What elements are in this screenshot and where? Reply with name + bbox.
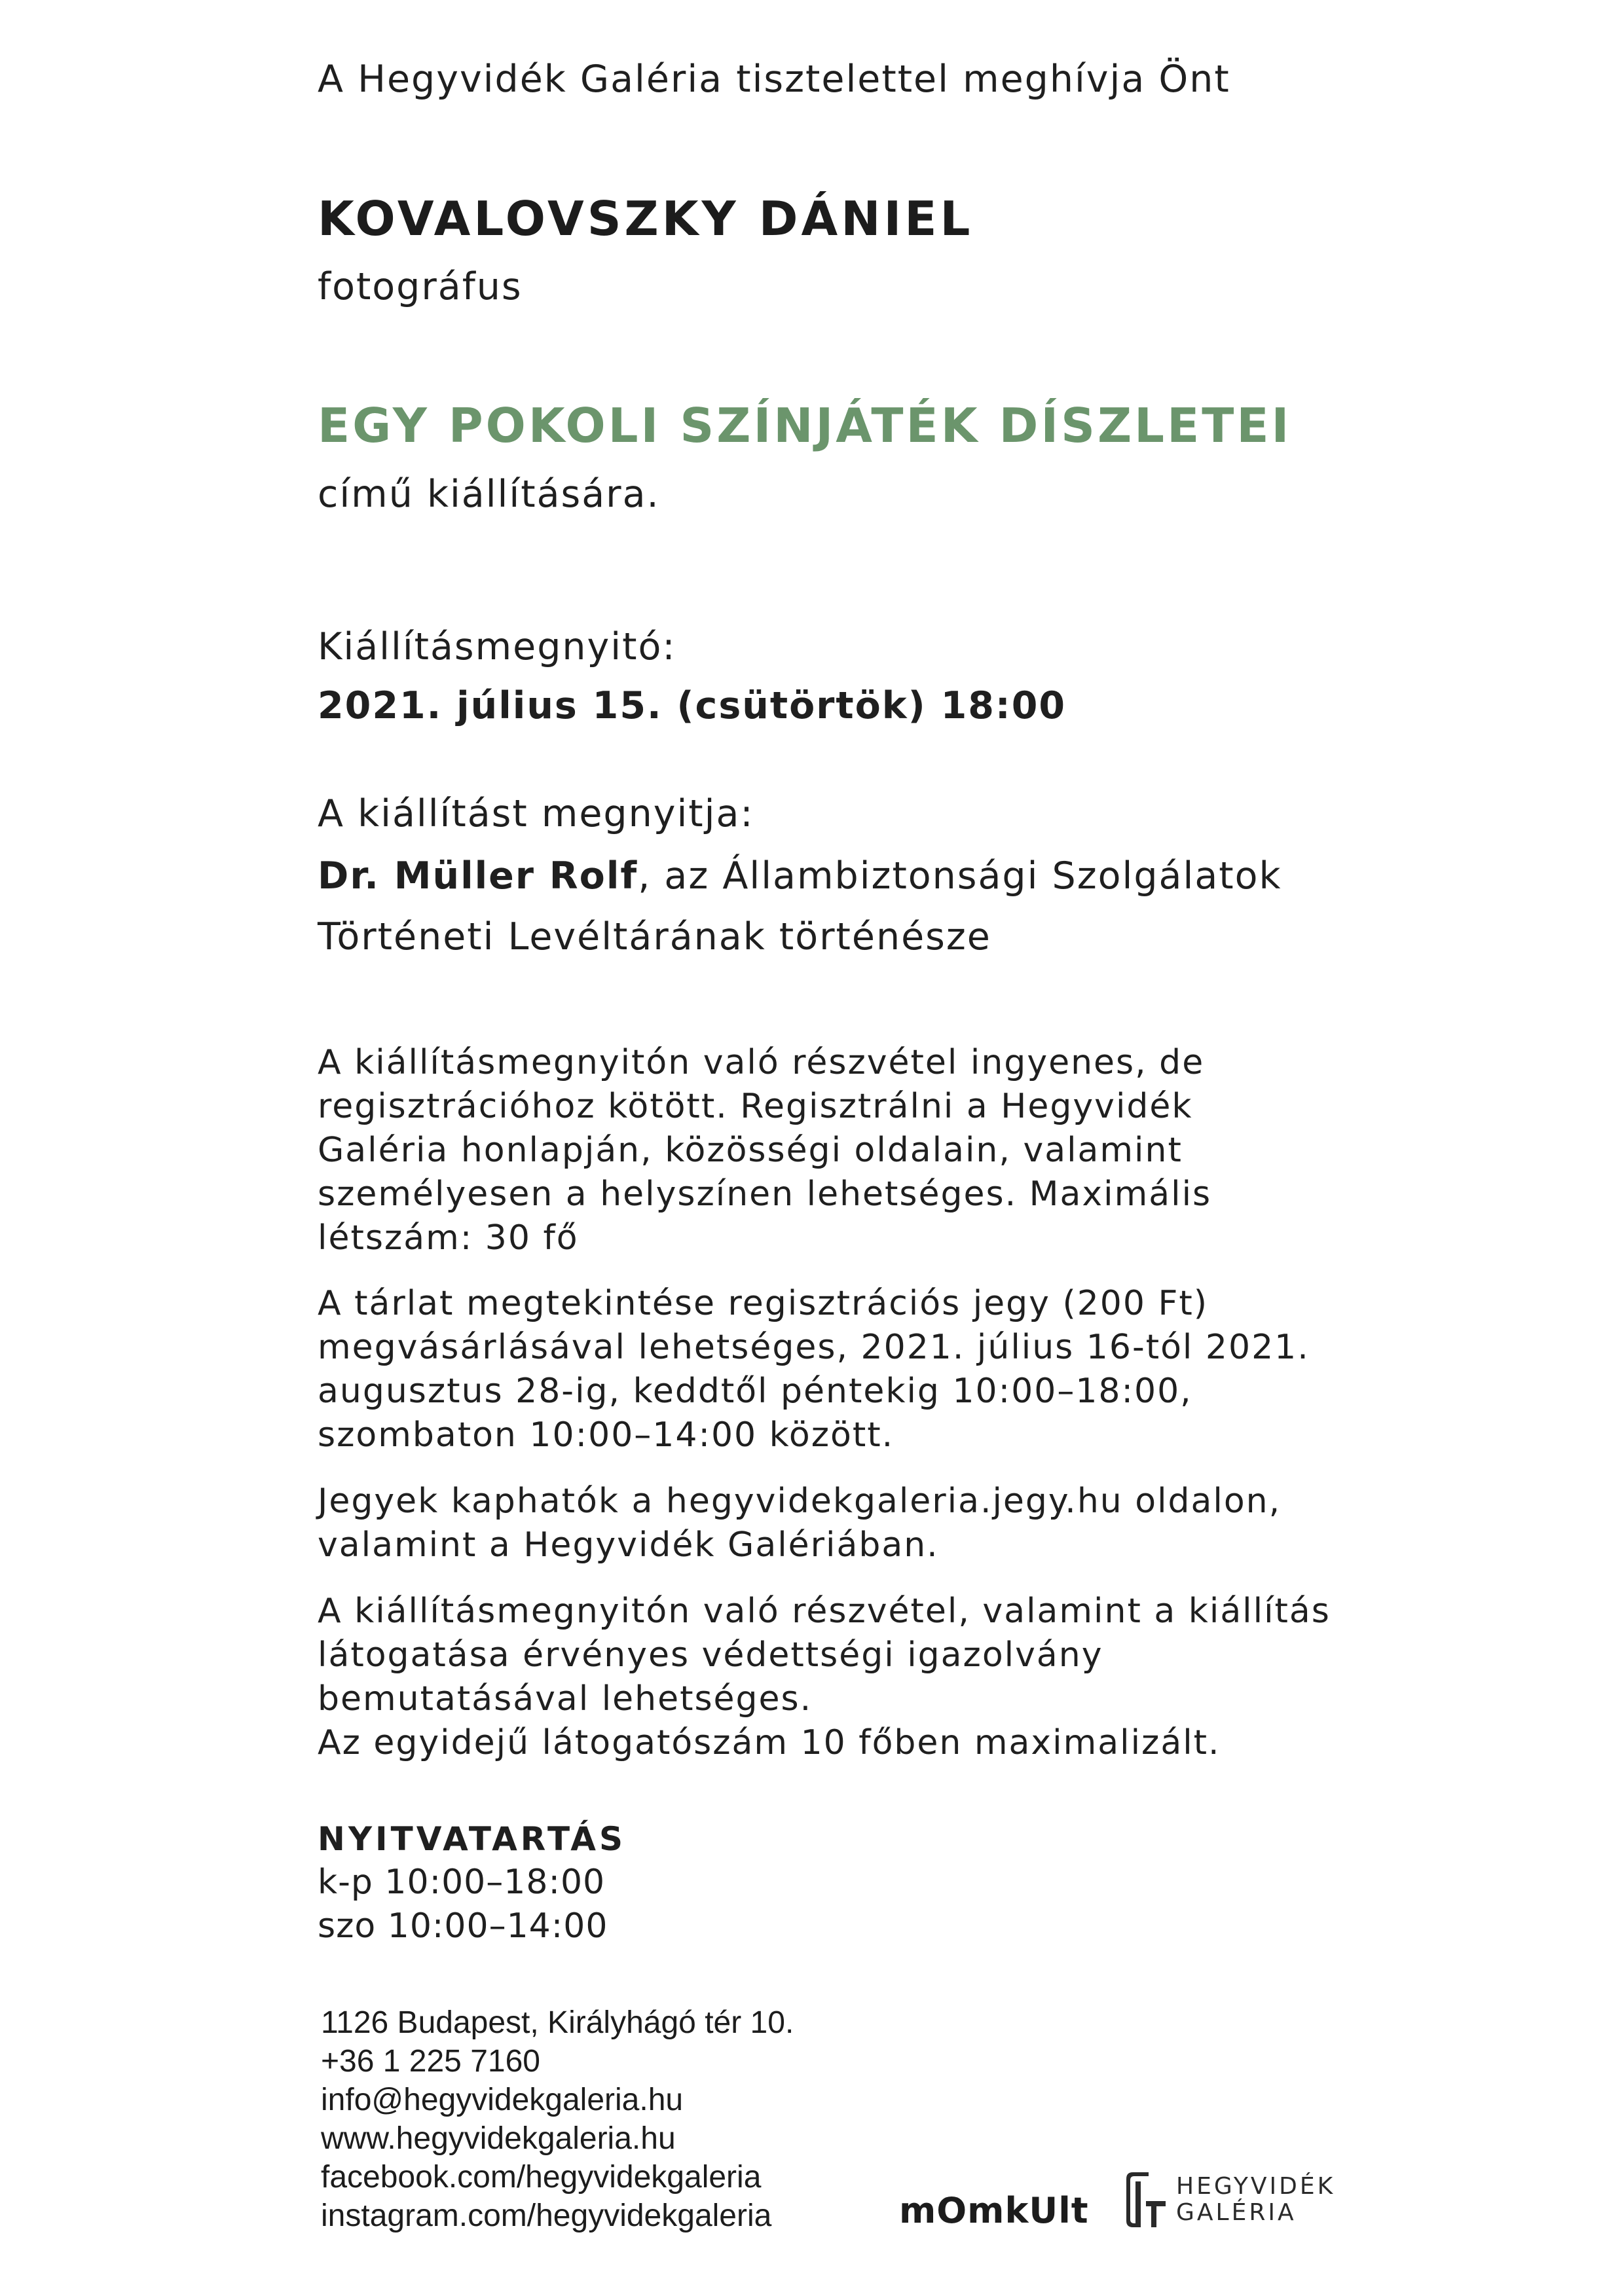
info-line: személyesen a helyszínen lehetséges. Maximális [318, 1175, 1212, 1214]
info-line: Jegyek kaphatók a hegyvidekgaleria.jegy.hu oldalon, [318, 1482, 1282, 1521]
info-line: megvásárlásával lehetséges, 2021. július 16-tól 2021. [318, 1328, 1310, 1367]
momkult-logo: mOmkUlt [899, 2190, 1089, 2231]
hegyvidek-galeria-logo [1126, 2172, 1335, 2227]
info-line: valamint a Hegyvidék Galériában. [318, 1525, 939, 1565]
opener-line [318, 854, 1282, 898]
info-line: Az egyidejű látogatószám 10 főben maximalizált. [318, 1723, 1221, 1762]
contact-address: 1126 Budapest, Királyhágó tér 10. [321, 2005, 794, 2040]
info-paragraph-certificate [318, 1590, 1331, 1765]
artist-name: KOVALOVSZKY DÁNIEL [318, 191, 974, 246]
info-line: augusztus 28-ig, keddtől péntekig 10:00–18:00, [318, 1372, 1192, 1411]
contact-facebook: facebook.com/hegyvidekgaleria [321, 2160, 762, 2195]
exhibition-title-suffix: című kiállítására. [318, 473, 660, 516]
contact-email: info@hegyvidekgaleria.hu [321, 2083, 684, 2117]
info-paragraph-registration [318, 1041, 1211, 1260]
contact-instagram: instagram.com/hegyvidekgaleria [321, 2198, 772, 2233]
opening-hours-weekday: k-p 10:00–18:00 [318, 1863, 606, 1902]
invitation-intro: A Hegyvidék Galéria tisztelettel meghívja Önt [318, 58, 1230, 101]
contact-phone: +36 1 225 7160 [321, 2044, 540, 2079]
gallery-mark-icon [1126, 2172, 1166, 2227]
info-line: szombaton 10:00–14:00 között. [318, 1415, 895, 1455]
info-line: létszám: 30 fő [318, 1218, 579, 1258]
info-line: A kiállításmegnyitón való részvétel ingyenes, de [318, 1043, 1205, 1082]
contact-website: www.hegyvidekgaleria.hu [321, 2121, 676, 2156]
opener-role-line1: , az Állambiztonsági Szolgálatok [638, 854, 1282, 898]
exhibition-title: EGY POKOLI SZÍNJÁTÉK DÍSZLETEI [318, 398, 1292, 453]
info-line: A kiállításmegnyitón való részvétel, valamint a kiállítás [318, 1592, 1331, 1631]
contact-block [321, 2003, 794, 2235]
info-paragraph-tickets [318, 1480, 1281, 1567]
info-line: A tárlat megtekintése regisztrációs jegy (200 Ft) [318, 1284, 1209, 1323]
info-line: Galéria honlapján, közösségi oldalain, valamint [318, 1131, 1183, 1170]
gallery-logo-line1: HEGYVIDÉK [1176, 2173, 1336, 2200]
artist-profession: fotográfus [318, 265, 523, 308]
opening-hours-heading: NYITVATARTÁS [318, 1820, 626, 1858]
opening-datetime: 2021. július 15. (csütörtök) 18:00 [318, 684, 1067, 727]
info-paragraph-visiting [318, 1282, 1310, 1457]
info-line: bemutatásával lehetséges. [318, 1679, 813, 1719]
gallery-logo-line2: GALÉRIA [1176, 2199, 1297, 2226]
opening-label: Kiállításmegnyitó: [318, 625, 676, 668]
opener-name: Dr. Müller Rolf [318, 854, 638, 898]
opener-role-line2: Történeti Levéltárának történésze [318, 915, 991, 958]
info-line: regisztrációhoz kötött. Regisztrálni a Hegyvidék [318, 1087, 1193, 1126]
opening-hours-saturday: szo 10:00–14:00 [318, 1906, 608, 1946]
opener-label: A kiállítást megnyitja: [318, 792, 754, 835]
info-line: látogatása érvényes védettségi igazolvány [318, 1635, 1103, 1675]
